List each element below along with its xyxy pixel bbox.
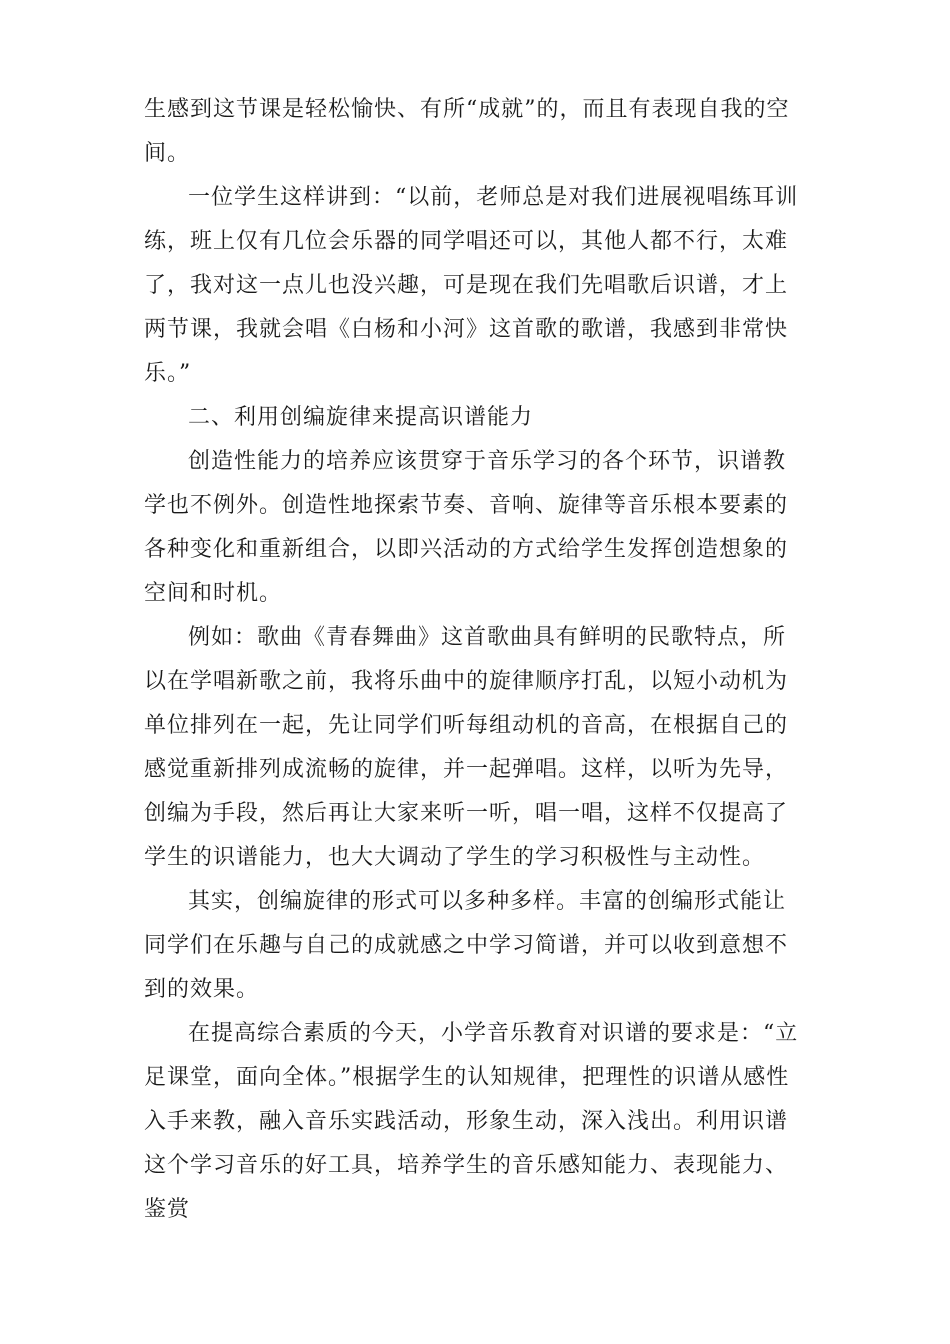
paragraph-creativity: 创造性能力的培养应该贯穿于音乐学习的各个环节，识谱教学也不例外。创造性地探索节奏、音响、旋律等音乐根本要素的各种变化和重新组合，以即兴活动的方式给学生发挥创造想象的空间和时机。 (144, 449, 789, 606)
document-body (144, 88, 804, 1232)
paragraph-forms: 其实，创编旋律的形式可以多种多样。丰富的创编形式能让同学们在乐趣与自己的成就感之中学习简谱，并可以收到意想不到的效果。 (144, 889, 789, 1002)
paragraph-student-quote: 一位学生这样讲到：“以前，老师总是对我们进展视唱练耳训练，班上仅有几位会乐器的同学唱还可以，其他人都不行，太难了，我对这一点儿也没兴趣，可是现在我们先唱歌后识谱，才上两节课，我就会唱《白杨和小河》这首歌的歌谱，我感到非常快乐。” (144, 185, 799, 386)
paragraph-continuation: 生感到这节课是轻松愉快、有所“成就”的，而且有表现自我的空间。 (144, 97, 790, 166)
paragraph-conclusion: 在提高综合素质的今天，小学音乐教育对识谱的要求是：“立足课堂，面向全体。”根据学生的认知规律，把理性的识谱从感性入手来教，融入音乐实践活动，形象生动，深入浅出。利用识谱这个学习音乐的好工具，培养学生的音乐感知能力、表现能力、鉴赏 (144, 1021, 799, 1222)
paragraph-example: 例如：歌曲《青春舞曲》这首歌曲具有鲜明的民歌特点，所以在学唱新歌之前，我将乐曲中的旋律顺序打乱，以短小动机为单位排列在一起，先让同学们听每组动机的音高，在根据自己的感觉重新排列成流畅的旋律，并一起弹唱。这样，以听为先导，创编为手段，然后再让大家来听一听，唱一唱，这样不仅提高了学生的识谱能力，也大大调动了学生的学习积极性与主动性。 (144, 625, 789, 870)
section-heading: 二、利用创编旋律来提高识谱能力 (188, 405, 534, 430)
